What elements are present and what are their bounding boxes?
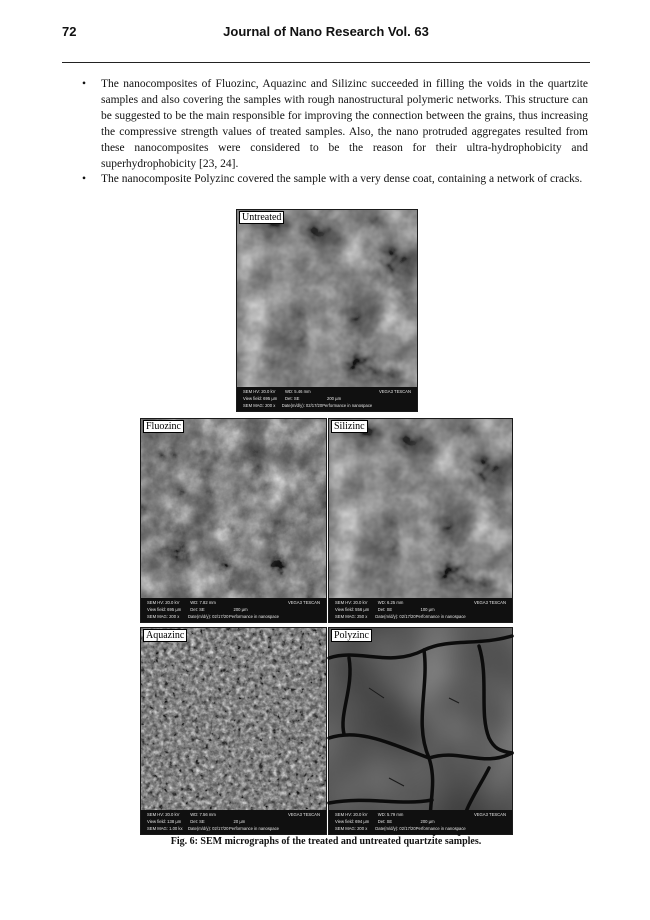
- sem-panel-fluozinc: [140, 418, 327, 623]
- sem-panel-polyzinc: [328, 627, 513, 835]
- sem-info-bar: SEM HV: 20.0 kV WD: 7.82 mm VEGA3 TESCAN View field: 695 µm Det: SE 200 µm SEM MAG: 200 x Date(m/d/y): 02/17/20 Performance in nanospace: [141, 598, 326, 622]
- running-header: [62, 24, 590, 42]
- sem-info-bar: SEM HV: 20.0 kV WD: 5.46 mm VEGA3 TESCAN View field: 695 µm Det: SE 200 µm SEM MAG: 200 x Date(m/d/y): 02/17/20 Performance in nanospace: [237, 387, 417, 411]
- header-rule: [62, 62, 590, 63]
- panel-label: Untreated: [239, 211, 284, 224]
- panel-label: Silizinc: [331, 420, 368, 433]
- bullet-list: [80, 77, 588, 188]
- journal-title: Journal of Nano Research Vol. 63: [223, 24, 429, 39]
- sem-image-polyzinc: [329, 628, 512, 834]
- sem-info-bar: SEM HV: 20.0 kV WD: 6.25 mm VEGA3 TESCAN View field: 556 µm Det: SE 100 µm SEM MAG: 250 x Date(m/d/y): 02/17/20 Performance in nanospace: [329, 598, 512, 622]
- sem-panel-untreated: [236, 209, 418, 412]
- sem-info-bar: SEM HV: 20.0 kV WD: 7.56 mm VEGA3 TESCAN View field: 138 µm Det: SE 20 µm SEM MAG: 1.00 kx Date(m/d/y): 02/17/20 Performance in nanospace: [141, 810, 326, 834]
- bullet-item: [80, 77, 588, 172]
- page-number: 72: [62, 24, 77, 39]
- panel-label: Aquazinc: [143, 629, 187, 642]
- sem-image-aquazinc: [141, 628, 326, 834]
- sem-image-silizinc: [329, 419, 512, 622]
- bullet-item: [80, 172, 588, 188]
- sem-image-untreated: [237, 210, 417, 411]
- figure-caption: Fig. 6: SEM micrographs of the treated and untreated quartzite samples.: [170, 836, 482, 847]
- sem-panel-aquazinc: [140, 627, 327, 835]
- bullet-dot: •: [82, 173, 87, 186]
- sem-panel-silizinc: [328, 418, 513, 623]
- bullet-text: The nanocomposite Polyzinc covered the sample with a very dense coat, containing a network of cracks.: [101, 173, 583, 186]
- bullet-dot: •: [82, 78, 87, 90]
- sem-image-fluozinc: [141, 419, 326, 622]
- sem-info-bar: SEM HV: 20.0 kV WD: 5.79 mm VEGA3 TESCAN View field: 694 µm Det: SE 200 µm SEM MAG: 200 x Date(m/d/y): 02/17/20 Performance in nanospace: [329, 810, 512, 834]
- panel-label: Polyzinc: [331, 629, 372, 642]
- bullet-text: The nanocomposites of Fluozinc, Aquazinc and Silizinc succeeded in filling the voids in the quartzite samples and also covering the samples with rough nanostructural polymeric networks. This structure can be suggested to be the main responsible for improving the connection between the grains, thus increasing the compressive strength values of treated samples. Also, the nano protruded aggregates resulted from these nanocomposites were considered to be the reason for their ultra-hydrophobicity and superhydrophobicity [23, 24].: [101, 78, 588, 170]
- panel-label: Fluozinc: [143, 420, 184, 433]
